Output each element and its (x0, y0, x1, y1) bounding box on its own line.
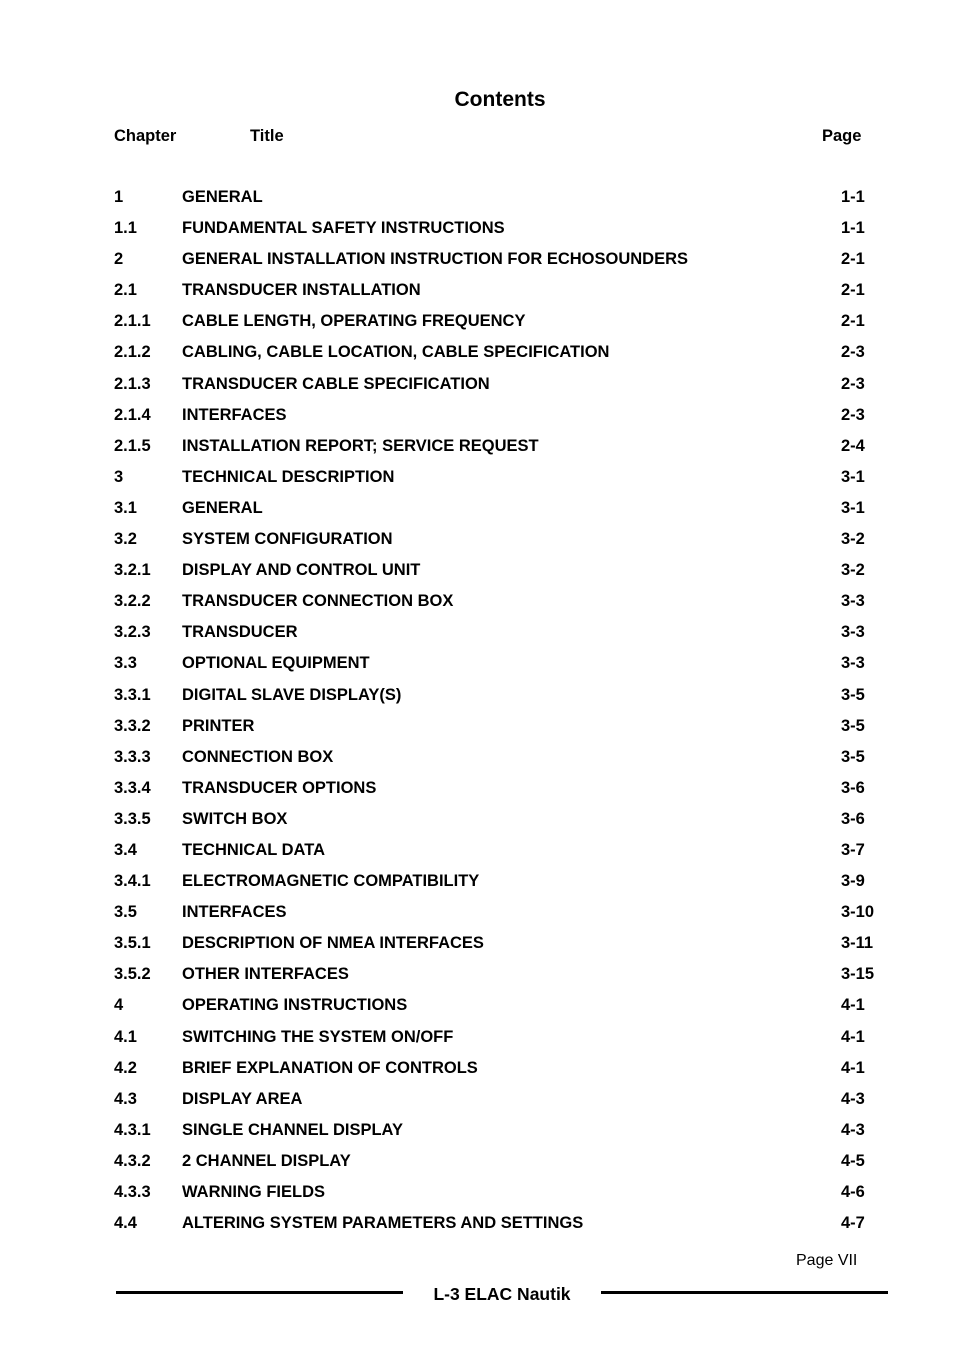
toc-entry-title: INTERFACES (182, 903, 287, 922)
toc-entry[interactable] (0, 996, 954, 1027)
toc-entry[interactable] (0, 623, 954, 654)
toc-entry-number: 3.5.1 (114, 934, 151, 953)
toc-entry-number: 2.1.2 (114, 343, 151, 362)
toc-entry-number: 4.3 (114, 1089, 137, 1108)
toc-entry-number: 2.1.5 (114, 436, 151, 455)
toc-entry-number: 3.4 (114, 840, 137, 859)
toc-entry-title: TECHNICAL DATA (182, 840, 325, 859)
toc-entry-page: 1-1 (841, 219, 865, 238)
toc-entry-title: WARNING FIELDS (182, 1183, 325, 1201)
toc-entry-page: 4-1 (841, 1027, 865, 1046)
toc-entry-title: SINGLE CHANNEL DISPLAY (182, 1120, 403, 1139)
chapter-column-header: Chapter (114, 127, 177, 145)
toc-entry-page: 3-5 (841, 716, 865, 735)
toc-entry[interactable] (0, 779, 954, 810)
toc-entry-page: 4-5 (841, 1151, 865, 1170)
toc-entry-title: SWITCH BOX (182, 809, 288, 828)
toc-entry-number: 2.1.4 (114, 405, 151, 424)
toc-entry-title: OTHER INTERFACES (182, 965, 349, 984)
toc-entry[interactable] (0, 1028, 954, 1059)
toc-entry-title: FUNDAMENTAL SAFETY INSTRUCTIONS (182, 219, 505, 238)
toc-entry-number: 3.5 (114, 903, 137, 922)
toc-entry[interactable] (0, 250, 954, 281)
table-of-contents (0, 188, 954, 1245)
toc-entry-title: TRANSDUCER INSTALLATION (182, 281, 421, 300)
toc-entry-page: 3-2 (841, 561, 865, 580)
toc-entry-number: 3.5.2 (114, 965, 151, 984)
toc-entry[interactable] (0, 468, 954, 499)
toc-entry-title: ELECTROMAGNETIC COMPATIBILITY (182, 872, 480, 891)
toc-entry-number: 3.2.3 (114, 623, 151, 642)
toc-entry-number: 3.1 (114, 498, 137, 517)
toc-entry-title: GENERAL (182, 188, 263, 206)
toc-entry-page: 3-3 (841, 592, 865, 611)
toc-entry[interactable] (0, 219, 954, 250)
toc-entry-number: 4.3.1 (114, 1120, 151, 1139)
toc-entry-page: 4-3 (841, 1120, 865, 1139)
toc-entry-page: 4-1 (841, 996, 865, 1015)
toc-entry-page: 4-1 (841, 1058, 865, 1077)
page-number: Page VII (796, 1252, 858, 1269)
title-column-header: Title (250, 127, 284, 145)
toc-entry-number: 3.4.1 (114, 872, 151, 891)
toc-entry[interactable] (0, 343, 954, 374)
toc-entry-title: OPTIONAL EQUIPMENT (182, 654, 370, 673)
footer-rule-left (116, 1291, 403, 1294)
toc-entry-title: TRANSDUCER CONNECTION BOX (182, 592, 454, 611)
toc-entry-page: 3-11 (841, 934, 874, 953)
toc-entry-page: 3-6 (841, 778, 865, 797)
toc-entry-number: 4.3.2 (114, 1151, 151, 1170)
toc-entry-page: 3-7 (841, 840, 865, 859)
toc-entry[interactable] (0, 748, 954, 779)
toc-entry-number: 3.3.3 (114, 747, 151, 766)
toc-entry-page: 2-4 (841, 436, 865, 455)
toc-entry-page: 3-9 (841, 872, 865, 891)
toc-entry-page: 1-1 (841, 188, 865, 206)
toc-entry[interactable] (0, 281, 954, 312)
toc-entry[interactable] (0, 810, 954, 841)
toc-entry[interactable] (0, 1214, 954, 1245)
page-title: Contents (454, 88, 546, 111)
toc-entry[interactable] (0, 841, 954, 872)
toc-entry[interactable] (0, 561, 954, 592)
toc-entry-page: 4-3 (841, 1089, 865, 1108)
toc-entry-title: ALTERING SYSTEM PARAMETERS AND SETTINGS (182, 1214, 584, 1233)
toc-entry-page: 4-7 (841, 1214, 865, 1233)
toc-entry-page: 3-3 (841, 654, 865, 673)
toc-entry-page: 4-6 (841, 1183, 865, 1201)
toc-entry-page: 2-3 (841, 343, 865, 362)
toc-entry-page: 3-1 (841, 467, 865, 486)
toc-entry[interactable] (0, 686, 954, 717)
toc-entry[interactable] (0, 717, 954, 748)
toc-entry[interactable] (0, 1183, 954, 1214)
toc-entry-number: 1.1 (114, 219, 137, 238)
toc-entry-title: SWITCHING THE SYSTEM ON/OFF (182, 1027, 454, 1046)
toc-entry-page: 3-5 (841, 685, 865, 704)
toc-entry-title: DESCRIPTION OF NMEA INTERFACES (182, 934, 484, 953)
toc-entry-number: 2.1.3 (114, 374, 151, 393)
toc-entry[interactable] (0, 406, 954, 437)
toc-entry-number: 3.2.2 (114, 592, 151, 611)
page-column-header: Page (822, 127, 862, 145)
toc-entry-page: 2-1 (841, 250, 865, 269)
toc-entry[interactable] (0, 592, 954, 623)
toc-entry-number: 3.3.1 (114, 685, 151, 704)
toc-entry-title: DISPLAY AND CONTROL UNIT (182, 561, 421, 580)
toc-entry-title: INSTALLATION REPORT; SERVICE REQUEST (182, 436, 539, 455)
toc-entry-page: 3-6 (841, 809, 865, 828)
toc-entry[interactable] (0, 1090, 954, 1121)
toc-entry-number: 2.1 (114, 281, 137, 300)
toc-entry-title: CONNECTION BOX (182, 747, 334, 766)
toc-entry[interactable] (0, 437, 954, 468)
toc-entry[interactable] (0, 530, 954, 561)
toc-entry-title: TRANSDUCER CABLE SPECIFICATION (182, 374, 490, 393)
toc-entry-title: TRANSDUCER OPTIONS (182, 778, 377, 797)
toc-entry[interactable] (0, 1059, 954, 1090)
toc-entry-number: 3.3 (114, 654, 137, 673)
toc-entry-title: PRINTER (182, 716, 255, 735)
toc-entry-page: 3-1 (841, 498, 865, 517)
toc-entry-number: 4.4 (114, 1214, 137, 1233)
toc-entry[interactable] (0, 965, 954, 996)
toc-entry-title: DIGITAL SLAVE DISPLAY(S) (182, 685, 402, 704)
toc-entry-number: 4.2 (114, 1058, 137, 1077)
toc-entry-number: 1 (114, 188, 124, 206)
toc-entry-page: 2-1 (841, 281, 865, 300)
toc-entry-title: GENERAL (182, 498, 263, 517)
toc-entry-title: GENERAL INSTALLATION INSTRUCTION FOR ECHOSOUNDERS (182, 250, 689, 269)
toc-entry[interactable] (0, 312, 954, 343)
toc-entry-number: 3.3.4 (114, 778, 151, 797)
toc-entry-title: CABLING, CABLE LOCATION, CABLE SPECIFICATION (182, 343, 610, 362)
toc-entry-number: 3.3.5 (114, 809, 151, 828)
toc-entry[interactable] (0, 375, 954, 406)
toc-entry-page: 2-1 (841, 312, 865, 331)
toc-entry-number: 4.3.3 (114, 1183, 151, 1201)
toc-entry-number: 3.2.1 (114, 561, 151, 580)
toc-entry[interactable] (0, 1152, 954, 1183)
toc-entry-number: 3.3.2 (114, 716, 151, 735)
toc-entry-page: 3-5 (841, 747, 865, 766)
toc-entry-page: 2-3 (841, 374, 865, 393)
toc-entry-title: BRIEF EXPLANATION OF CONTROLS (182, 1058, 478, 1077)
toc-entry[interactable] (0, 872, 954, 903)
toc-entry-number: 3.2 (114, 530, 137, 549)
toc-entry-number: 2 (114, 250, 124, 269)
toc-entry-page: 3-2 (841, 530, 865, 549)
toc-entry-page: 3-3 (841, 623, 865, 642)
toc-entry-page: 3-15 (841, 965, 875, 984)
footer-rule-right (601, 1291, 888, 1294)
toc-entry-title: TECHNICAL DESCRIPTION (182, 467, 395, 486)
toc-entry-title: TRANSDUCER (182, 623, 298, 642)
toc-entry[interactable] (0, 499, 954, 530)
toc-entry-number: 4 (114, 996, 124, 1015)
toc-entry-number: 2.1.1 (114, 312, 151, 331)
toc-entry[interactable] (0, 934, 954, 965)
footer-brand: L-3 ELAC Nautik (433, 1284, 571, 1304)
toc-entry-number: 3 (114, 467, 124, 486)
toc-entry-title: SYSTEM CONFIGURATION (182, 530, 393, 549)
toc-entry[interactable] (0, 188, 954, 219)
toc-entry[interactable] (0, 654, 954, 685)
toc-entry-page: 3-10 (841, 903, 875, 922)
toc-entry[interactable] (0, 1121, 954, 1152)
toc-entry-title: 2 CHANNEL DISPLAY (182, 1151, 351, 1170)
toc-entry-title: DISPLAY AREA (182, 1089, 303, 1108)
toc-entry-title: CABLE LENGTH, OPERATING FREQUENCY (182, 312, 526, 331)
toc-entry-title: OPERATING INSTRUCTIONS (182, 996, 408, 1015)
toc-entry-number: 4.1 (114, 1027, 137, 1046)
toc-entry[interactable] (0, 903, 954, 934)
toc-entry-title: INTERFACES (182, 405, 287, 424)
toc-entry-page: 2-3 (841, 405, 865, 424)
